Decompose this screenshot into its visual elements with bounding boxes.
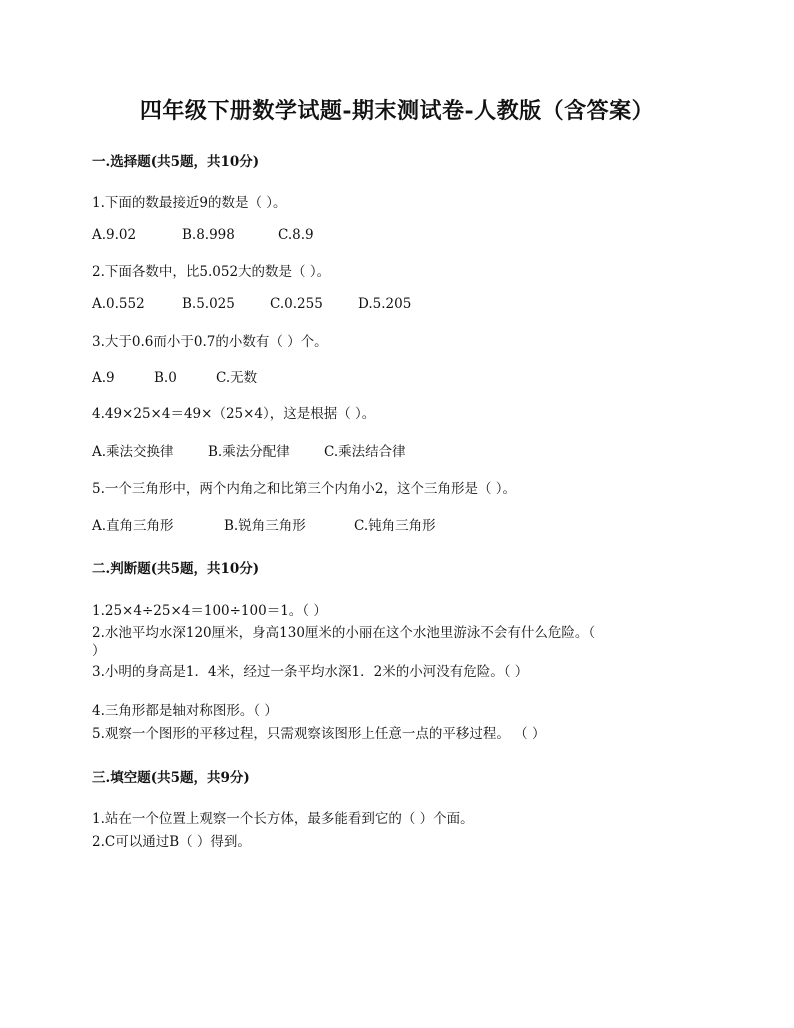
option: B.5.025 [182,296,235,312]
section-heading-choice: 一.选择题(共5题，共10分) [92,154,260,170]
question-text: 2.C可以通过B（ ）得到。 [92,834,251,850]
option: C.0.255 [270,296,323,312]
option-row [92,514,436,534]
option: D.5.205 [358,296,412,312]
question-text: 1.站在一个位置上观察一个长方体，最多能看到它的（ ）个面。 [92,811,474,827]
question-text-continued: ） [92,643,106,659]
option: C.乘法结合律 [324,444,406,460]
option: A.9.02 [92,227,137,243]
option: A.乘法交换律 [92,444,174,460]
option: A.9 [92,370,115,386]
question-text: 2.下面各数中，比5.052大的数是（ ）。 [92,264,331,280]
question-text: 1.下面的数最接近9的数是（ ）。 [92,195,287,211]
option-row [92,296,411,312]
option: A.直角三角形 [92,518,174,534]
question-text: 4.49×25×4＝49×（25×4），这是根据（ ）。 [92,406,376,422]
option: B.0 [154,370,177,386]
option: B.乘法分配律 [208,444,290,460]
option: C.钝角三角形 [354,518,436,534]
question-text: 3.小明的身高是1．4米，经过一条平均水深1．2米的小河没有危险。（ ） [92,664,529,680]
question-text: 1.25×4÷25×4＝100÷100＝1。（ ） [92,603,327,619]
question-text: 2.水池平均水深120厘米，身高130厘米的小丽在这个水池里游泳不会有什么危险。（ [92,625,596,641]
option: B.8.998 [182,227,235,243]
question-text: 4.三角形都是轴对称图形。（ ） [92,703,278,719]
document-title: 四年级下册数学试题-期末测试卷-人教版（含答案） [139,98,655,124]
section-heading-judgement: 二.判断题(共5题，共10分) [92,561,260,577]
question-text: 3.大于0.6而小于0.7的小数有（ ）个。 [92,334,328,350]
option-row [92,227,314,243]
question-text: 5.一个三角形中，两个内角之和比第三个内角小2，这个三角形是（ ）。 [92,481,517,497]
section-heading-fill-blank: 三.填空题(共5题，共9分) [92,770,250,786]
option-row [92,366,257,386]
question-text: 5.观察一个图形的平移过程，只需观察该图形上任意一点的平移过程。 （ ） [92,726,546,742]
option: C.8.9 [278,227,314,243]
option: B.锐角三角形 [224,518,306,534]
option: A.0.552 [92,296,145,312]
option: C.无数 [216,370,258,386]
option-row [92,440,406,460]
